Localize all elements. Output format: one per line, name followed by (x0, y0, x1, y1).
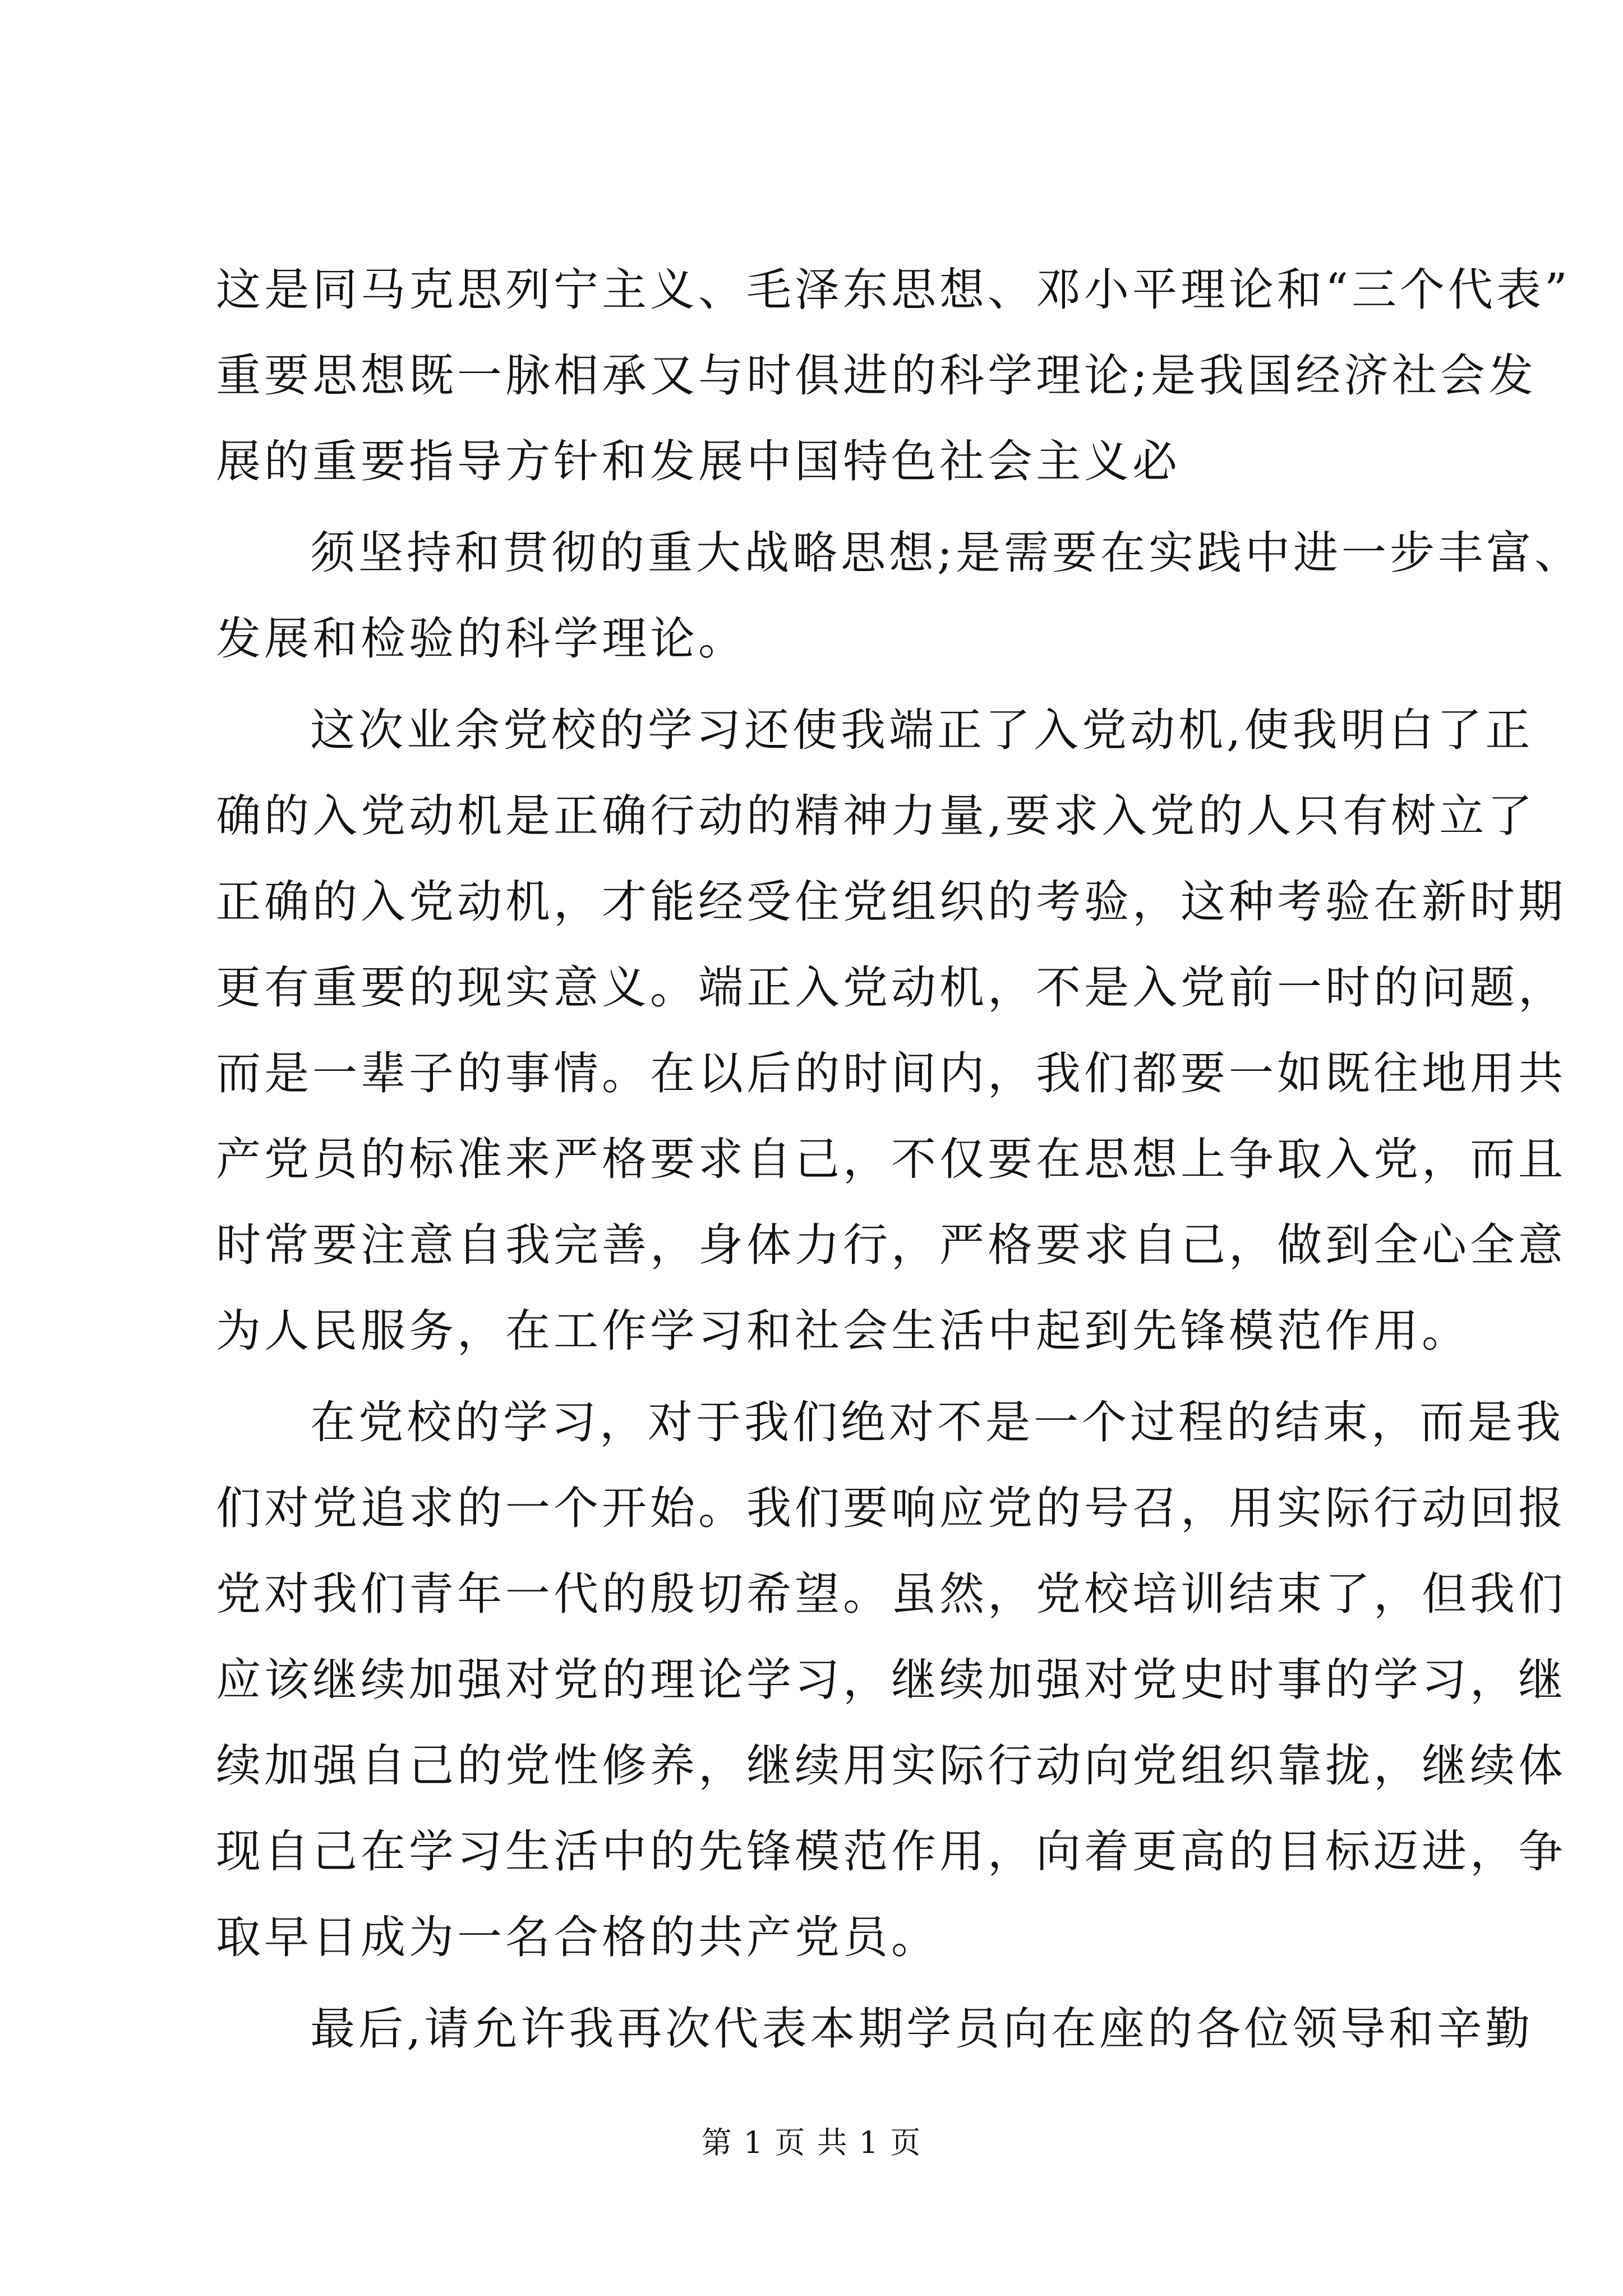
text-line: 正确的入党动机，才能经受住党组织的考验，这种考验在新时期 (216, 876, 1566, 928)
paragraph (216, 247, 1571, 504)
page-footer: 第 1 页 共 1 页 (701, 2125, 922, 2160)
text-line: 们对党追求的一个开始。我们要响应党的号召，用实际行动回报 (216, 1482, 1566, 1534)
paragraph (216, 1986, 1534, 2072)
text-line: 这是同马克思列宁主义、毛泽东思想、邓小平理论和“三个代表” (216, 264, 1571, 316)
document-body (216, 247, 1583, 2072)
text-line: 续加强自己的党性修养，继续用实际行动向党组织靠拢，继续体 (216, 1740, 1566, 1792)
text-line: 党对我们青年一代的殷切希望。虽然，党校培训结束了，但我们 (216, 1568, 1566, 1620)
text-line: 确的入党动机是正确行动的精神力量,要求入党的人只有树立了 (216, 790, 1536, 842)
text-line: 这次业余党校的学习还使我端正了入党动机,使我明白了正 (310, 704, 1534, 756)
text-line: 取早日成为一名合格的共产党员。 (216, 1911, 939, 1963)
text-line: 发展和检验的科学理论。 (216, 613, 746, 665)
text-line: 时常要注意自我完善，身体力行，严格要求自己，做到全心全意 (216, 1219, 1566, 1271)
text-line: 现自己在学习生活中的先锋模范作用，向着更高的目标迈进，争 (216, 1825, 1566, 1878)
text-line: 展的重要指导方针和发展中国特色社会主义必 (216, 435, 1181, 487)
text-line: 重要思想既一脉相承又与时俱进的科学理论;是我国经济社会发 (216, 349, 1537, 402)
text-line: 更有重要的现实意义。端正入党动机，不是入党前一时的问题， (216, 961, 1566, 1014)
text-line: 产党员的标准来严格要求自己，不仅要在思想上争取入党，而且 (216, 1133, 1566, 1185)
text-line: 而是一辈子的事情。在以后的时间内，我们都要一如既往地用共 (216, 1047, 1566, 1099)
text-line: 须坚持和贯彻的重大战略思想;是需要在实践中进一步丰富、 (310, 527, 1583, 579)
text-line: 应该继续加强对党的理论学习，继续加强对党史时事的学习，继 (216, 1654, 1566, 1706)
paragraph (216, 510, 1583, 682)
text-line: 最后,请允许我再次代表本期学员向在座的各位领导和辛勤 (310, 2003, 1534, 2055)
text-line: 为人民服务，在工作学习和社会生活中起到先锋模范作用。 (216, 1305, 1470, 1357)
paragraph (216, 1379, 1566, 1980)
text-line: 在党校的学习，对于我们绝对不是一个过程的结束，而是我 (310, 1396, 1564, 1448)
paragraph (216, 687, 1566, 1374)
